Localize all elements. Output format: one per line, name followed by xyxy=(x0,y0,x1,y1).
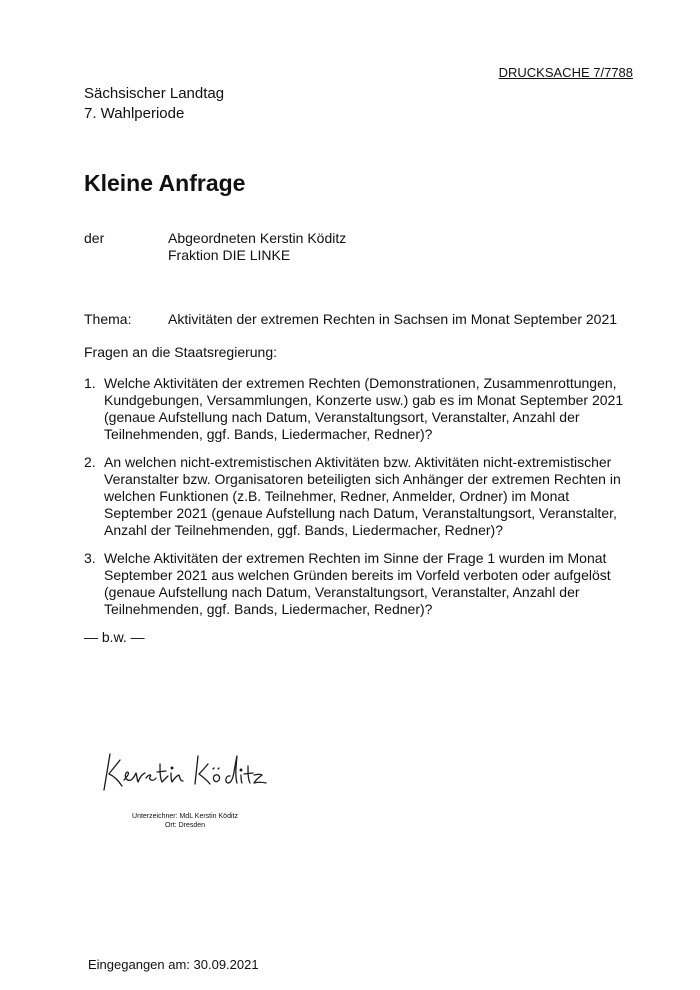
legislative-period: 7. Wahlperiode xyxy=(84,105,185,122)
signer-note xyxy=(120,812,250,830)
author-block xyxy=(84,230,346,264)
topic-block xyxy=(84,311,617,328)
received-date: Eingegangen am: 30.09.2021 xyxy=(88,957,259,972)
handwritten-signature xyxy=(100,742,280,802)
question-item xyxy=(84,375,634,443)
question-text: An welchen nicht-extremistischen Aktivitäten bzw. Aktivitäten nicht-extremistischer Veranstalter bzw. Organisatoren beteiligten sich Anhänger der extremen Rechten in welchen Funktionen (z.B. Teilnehmer, Redner, Anmelder, Ordner) im Monat September 2021 (genaue Aufstellung nach Datum, Veranstaltungsort, Veranstalter, Anzahl der Teilnehmenden, ggf. Bands, Liedermacher, Redner)? xyxy=(104,454,621,538)
question-number: 2. xyxy=(84,454,96,470)
signer-line: Unterzeichner: MdL Kerstin Köditz xyxy=(132,813,238,820)
document-title: Kleine Anfrage xyxy=(84,170,246,196)
author-label: der xyxy=(84,230,105,246)
parliament-name: Sächsischer Landtag xyxy=(84,85,225,102)
drucksache-number: DRUCKSACHE 7/7788 xyxy=(498,65,633,80)
question-number: 1. xyxy=(84,375,96,391)
parliament-block xyxy=(84,84,224,124)
question-item xyxy=(84,454,634,539)
question-text: Welche Aktivitäten der extremen Rechten (Demonstrationen, Zusammenrottungen, Kundgebungen, Versammlungen, Konzerte usw.) gab es im Monat September 2021 (genaue Aufstellung nach Datum, Veranstaltungsort, Veranstalter, Anzahl der Teilnehmenden, ggf. Bands, Liedermacher, Redner)? xyxy=(104,375,624,442)
author-name: Abgeordneten Kerstin Köditz xyxy=(168,230,347,246)
continued-note: — b.w. — xyxy=(84,629,145,645)
question-text: Welche Aktivitäten der extremen Rechten im Sinne der Frage 1 wurden im Monat September 2021 aus welchen Gründen bereits im Vorfeld verboten oder aufgelöst (genaue Aufstellung nach Datum, Veranstaltungsort, Veranstalter, Anzahl der Teilnehmenden, ggf. Bands, Liedermacher, Redner)? xyxy=(104,550,611,617)
topic-text: Aktivitäten der extremen Rechten in Sachsen im Monat September 2021 xyxy=(168,311,618,327)
author-faction: Fraktion DIE LINKE xyxy=(168,247,291,263)
questions-intro: Fragen an die Staatsregierung: xyxy=(84,344,278,360)
question-number: 3. xyxy=(84,550,96,566)
topic-label: Thema: xyxy=(84,311,132,327)
question-item xyxy=(84,550,634,618)
place-line: Ort: Dresden xyxy=(164,822,206,829)
